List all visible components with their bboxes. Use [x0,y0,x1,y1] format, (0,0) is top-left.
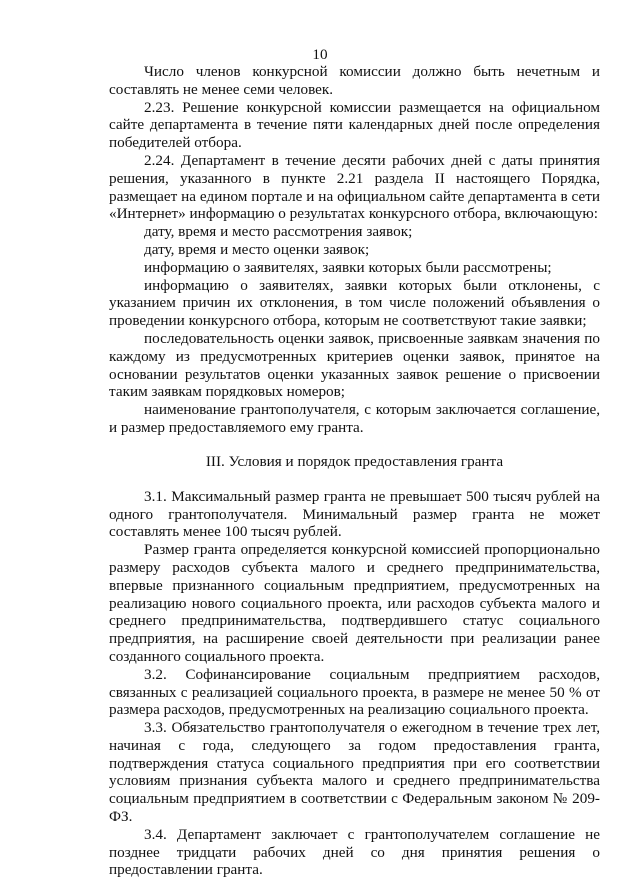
list-item: дату, время и место оценки заявок; [144,240,370,258]
paragraph: 3.2. Софинансирование социальным предприятием расходов, связанных с реализацией социального проекта, в размере не менее 50 % от размера расходов, предусмотренных на реализацию социального проекта. [109,665,600,719]
page-number: 10 [312,46,328,63]
paragraph: Число членов конкурсной комиссии должно быть нечетным и составлять не менее семи человек. [109,63,600,98]
paragraph: 3.1. Максимальный размер гранта не превышает 500 тысяч рублей на одного грантополучателя. Минимальный размер гранта не может составлять менее 100 тысяч рублей. [109,487,600,541]
list-item: последовательность оценки заявок, присвоенные заявкам значения по каждому из предусмотренных критериев оценки заявок, принятое на основании результатов оценки указанных заявок решение о присвоении таким заявкам порядковых номеров; [109,329,600,401]
list-item: дату, время и место рассмотрения заявок; [144,223,413,241]
list-item: наименование грантополучателя, с которым заключается соглашение, и размер предоставляемого ему гранта. [109,401,600,436]
paragraph: 2.23. Решение конкурсной комиссии размещается на официальном сайте департамента в течение пяти календарных дней после определения победителей отбора. [109,98,600,152]
section-heading: III. Условия и порядок предоставления гранта [205,452,504,470]
paragraph: Размер гранта определяется конкурсной комиссией пропорционально размеру расходов субъекта малого и среднего предпринимательства, впервые признанного социальным предприятием, предусмотренных на реализацию нового социального проекта, или расходов субъекта малого и среднего предпринимательства, подтвердившего статус социального предприятия, на расширение своей деятельности при реализации ранее созданного социального проекта. [109,541,600,665]
paragraph: 2.24. Департамент в течение десяти рабочих дней с даты принятия решения, указанного в пункте 2.21 раздела II настоящего Порядка, размещает на едином портале и на официальном сайте департамента в сети «Интернет» информацию о результатах конкурсного отбора, включающую: [109,151,600,223]
document-body [109,63,600,879]
paragraph: 3.4. Департамент заключает с грантополучателем соглашение не позднее тридцати рабочих дней со дня принятия решения о предоставлении гранта. [109,825,600,879]
list-item: информацию о заявителях, заявки которых были рассмотрены; [144,258,552,276]
list-item: информацию о заявителях, заявки которых были отклонены, с указанием причин их отклонения, в том числе положений объявления о проведении конкурсного отбора, которым не соответствуют такие заявки; [109,276,600,330]
paragraph: 3.3. Обязательство грантополучателя о ежегодном в течение трех лет, начиная с года, следующего за годом предоставления гранта, подтверждения статуса социального предприятия при его соответствии условиям признания субъекта малого и среднего предпринимательства социальным предприятием в соответствии с Федеральным законом № 209-ФЗ. [109,719,600,826]
